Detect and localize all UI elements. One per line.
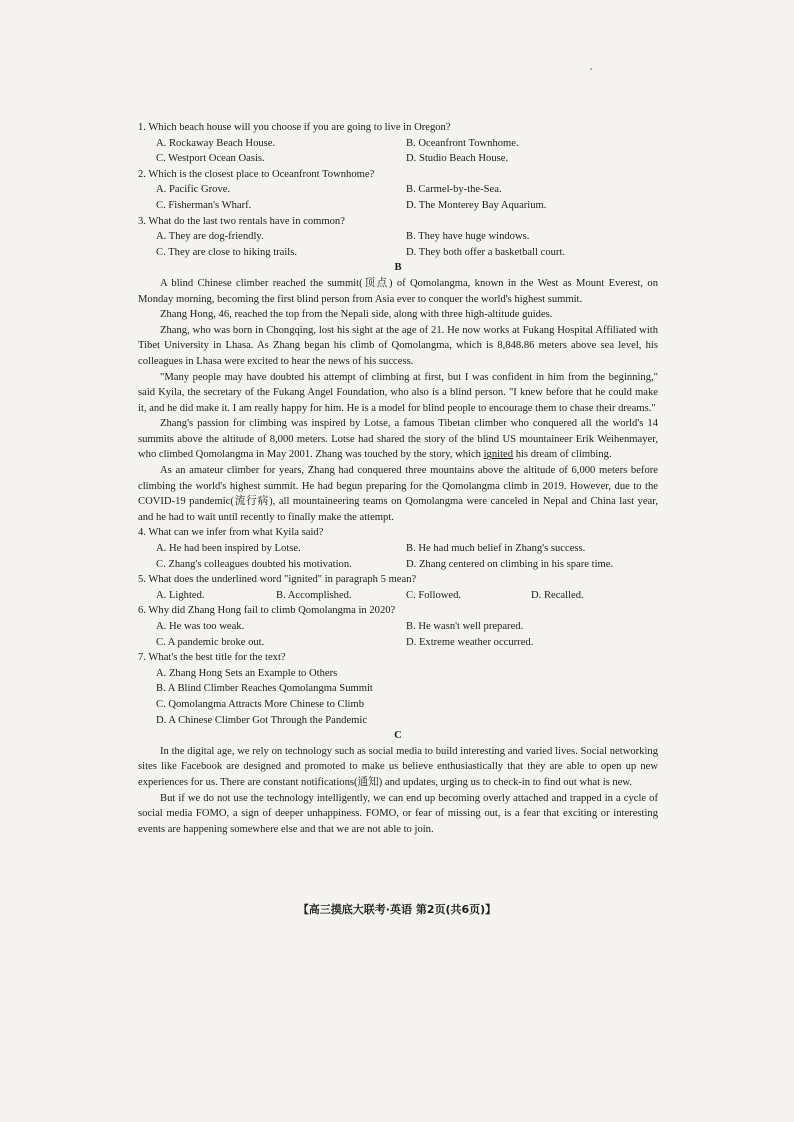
option: C. A pandemic broke out. (156, 636, 265, 648)
option: B. Carmel-by-the-Sea. (406, 184, 502, 196)
option: A. Zhang Hong Sets an Example to Others (156, 667, 338, 679)
question-6-options (138, 619, 658, 650)
question-4-options (138, 541, 658, 572)
passage-b-paragraph-5 (138, 416, 658, 463)
option: A. He had been inspired by Lotse. (156, 543, 301, 555)
scan-speck (590, 68, 592, 70)
option: B. He wasn't well prepared. (406, 621, 524, 632)
option: B. Accomplished. (276, 589, 352, 601)
option: C. They are close to hiking trails. (156, 246, 298, 258)
option: B. They have huge windows. (406, 231, 530, 243)
question-1-options (138, 136, 658, 167)
exam-content (138, 120, 658, 837)
option: D. Extreme weather occurred. (406, 636, 534, 648)
section-c-heading: C (394, 730, 402, 742)
question-4-stem: 4. What can we infer from what Kyila said? (138, 527, 324, 539)
text: his dream of climbing. (513, 449, 612, 461)
passage-b-paragraph: Zhang, who was born in Chongqing, lost his sight at the age of 21. He now works at Fukang Hospital Affiliated with Tibet University in Lhasa. As Zhang began his climb of Qomolangma, which is 8,848.86 meters above sea level, his colleagues in Lhasa were excited to hear the news of his success. (138, 324, 658, 367)
option: B. A Blind Climber Reaches Qomolangma Summit (156, 683, 373, 695)
text: Zhang's passion for climbing was inspired by Lotse, a famous Tibetan climber who conquered all the world's 14 summits above the altitude of 8,000 meters. Lotse had shared the story of the blind US mountaineer Erik Weihenmayer, who climbed Qomolangma in May 2001. Zhang was touched by the story, which (138, 418, 658, 461)
option: A. They are dog-friendly. (156, 231, 264, 243)
option: A. Rockaway Beach House. (156, 137, 276, 149)
option: C. Qomolangma Attracts More Chinese to Climb (156, 698, 365, 710)
passage-b-paragraph: Zhang Hong, 46, reached the top from the Nepali side, along with three high-altitude guides. (160, 309, 553, 321)
option: C. Followed. (406, 589, 462, 601)
passage-c-paragraph: In the digital age, we rely on technology such as social media to build interesting and varied lives. Social networking sites like Facebook are designed and promoted to make us believe enthusiastically that they are able to open up new experiences for us. There are constant notifications(通知) and updates, urging us to check-in to find out what is new. (138, 745, 658, 788)
option: D. Studio Beach House. (406, 153, 509, 165)
question-2-stem: 2. Which is the closest place to Oceanfront Townhome? (138, 168, 375, 180)
option: D. A Chinese Climber Got Through the Pandemic (156, 714, 368, 726)
question-2-options (138, 182, 658, 213)
underlined-word: ignited (483, 449, 514, 461)
passage-b-paragraph: A blind Chinese climber reached the summit(顶点) of Qomolangma, known in the West as Mount Everest, on Monday morning, becoming the first blind person from Asia ever to conquer the world's highest summit. (138, 277, 658, 305)
page-footer: 【高三摸底大联考·英语 第2页(共6页)】 (297, 903, 497, 916)
option: B. He had much belief in Zhang's success. (406, 543, 586, 555)
question-7-stem: 7. What's the best title for the text? (138, 652, 286, 664)
option: D. Recalled. (531, 589, 584, 601)
question-6-stem: 6. Why did Zhang Hong fail to climb Qomolangma in 2020? (138, 605, 396, 617)
question-5-stem: 5. What does the underlined word "ignited" in paragraph 5 mean? (138, 574, 417, 586)
question-1-stem: 1. Which beach house will you choose if you are going to live in Oregon? (138, 122, 451, 133)
option: A. He was too weak. (156, 621, 245, 632)
option: C. Fisherman's Wharf. (156, 199, 252, 211)
option: C. Westport Ocean Oasis. (156, 153, 265, 165)
passage-b-paragraph: As an amateur climber for years, Zhang had conquered three mountains above the altitude of 6,000 meters before climbing the world's highest summit. He had begun preparing for the Qomolangma climb in 2019. However, due to the COVID-19 pandemic(流行病), all mountaineering teams on Qomolangma were canceled in Nepal and China last year, and he had to wait until recently to finally make the attempt. (138, 465, 658, 523)
section-b-heading: B (394, 262, 402, 274)
question-3-options (138, 229, 658, 260)
option: A. Pacific Grove. (156, 184, 231, 196)
option: D. Zhang centered on climbing in his spare time. (406, 558, 614, 570)
question-5-options (138, 588, 658, 604)
passage-c-paragraph: But if we do not use the technology intelligently, we can end up becoming overly attached and trapped in a cycle of social media FOMO, a sign of deeper unhappiness. FOMO, or fear of missing out, is a fear that exciting or interesting events are happening somewhere else and that we are not able to join. (138, 792, 658, 835)
option: B. Oceanfront Townhome. (406, 137, 519, 149)
option: D. The Monterey Bay Aquarium. (406, 199, 547, 211)
question-3-stem: 3. What do the last two rentals have in common? (138, 215, 345, 227)
option: A. Lighted. (156, 589, 205, 601)
option: C. Zhang's colleagues doubted his motivation. (156, 558, 352, 570)
passage-b-paragraph: "Many people may have doubted his attempt of climbing at first, but I was confident in him from the beginning," said Kyila, the secretary of the Fukang Angel Foundation, who also is a blind person. "I knew before that he could make it, and he did make it. I am really happy for him. He is a model for blind people to encourage them to chase their dreams." (138, 371, 658, 414)
option: D. They both offer a basketball court. (406, 246, 566, 258)
